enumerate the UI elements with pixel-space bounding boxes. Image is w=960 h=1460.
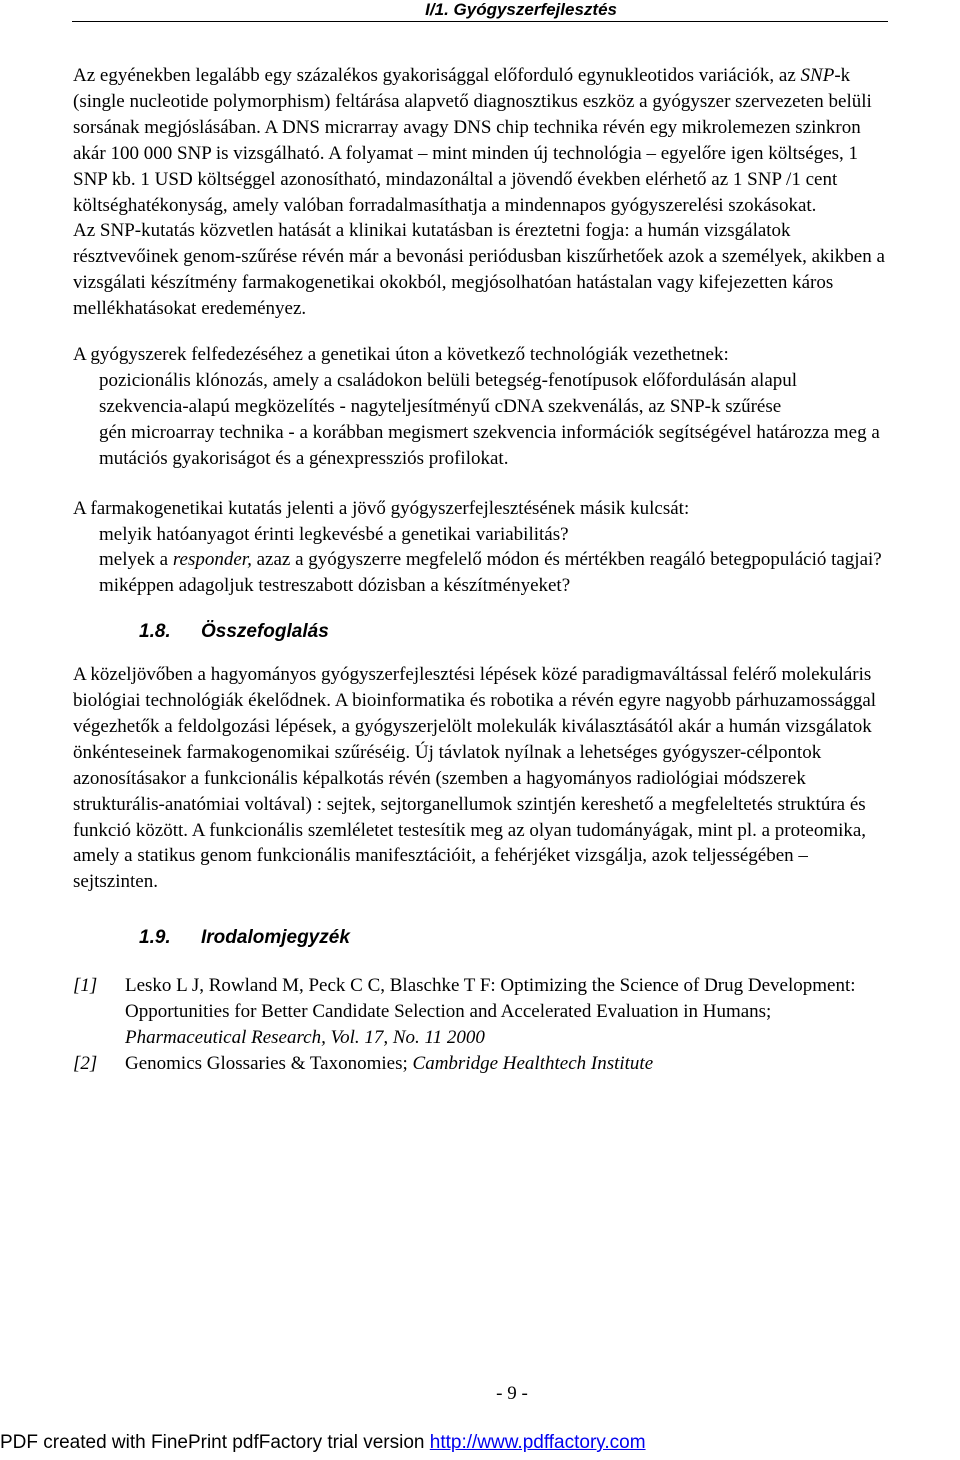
technologies-intro: A gyógyszerek felfedezéséhez a genetikai úton a következő technológiák vezethetnek: <box>73 344 729 366</box>
list-item: miképpen adagoljuk testreszabott dózisban a készítményeket? <box>99 575 571 597</box>
list-item: melyik hatóanyagot érinti legkevésbé a genetikai variabilitás? <box>99 523 569 545</box>
reference-item: [1] Lesko L J, Rowland M, Peck C C, Blaschke T F: Optimizing the Science of Drug Development: Opportunities for Better Candidate Selection and Accelerated Evaluation in Humans; Pharmaceutical Research, Vol. 17, No. 11 2000 <box>73 975 856 1048</box>
pharmacogenetics-intro: A farmakogenetikai kutatás jelenti a jövő gyógyszerfejlesztésének másik kulcsát: <box>73 497 690 519</box>
summary-paragraph: A közeljövőben a hagyományos gyógyszerfejlesztési lépések közé paradigmaváltással felérő molekuláris biológiai technológiák ékelődnek. A bioinformatika és robotika a révén egyre nagyobb párhuzamossággal végezhetők a feldolgozási lépések, a gyógyszerjelölt molekulák kiválasztásától akár a humán vizsgálatok önkénteseinek farmakogenomikai szűréséig. Új távlatok nyílnak a lehetséges gyógyszer-célpontok azonosításakor a funkcionális képalkotás révén (szemben a hagyományos radiológiai módszerek strukturális-anatómiai voltával) : sejtek, sejtorganellumok szintjén kereshető a megfeleltetés struktúra és funkció között. A funkcionális szemléletet testesítik meg az olyan tudományágak, mint pl. a proteomika, amely a statikus genom funkcionális manifesztációit, a fehérjéket vizsgálja, azok teljességében – sejtszinten. <box>73 664 877 893</box>
pdffactory-link[interactable]: http://www.pdffactory.com <box>429 1432 646 1453</box>
section-heading-references: 1.9. Irodalomjegyzék <box>139 927 350 949</box>
list-item: gén microarray technika - a korábban megismert szekvencia információk segítségével határozza meg a mutációs gyakoriságot és a génexpressziós profilokat. <box>99 421 880 469</box>
section-heading-summary: 1.8. Összefoglalás <box>139 621 329 643</box>
reference-item: [2] Genomics Glossaries & Taxonomies; Cambridge Healthtech Institute <box>73 1052 654 1074</box>
reference-list <box>73 973 889 1077</box>
pharmacogenetics-block <box>73 496 889 600</box>
paragraph-snp: Az egyénekben legalább egy százalékos gyakorisággal előforduló egynukleotidos variációk, az SNP-k (single nucleotide polymorphism) feltárása alapvető diagnosztikus eszköz a gyógyszer szervezeten belüli sorsának megjóslásában. A DNS micrarray avagy DNS chip technika révén egy mikrolemezen szinkron akár 100 000 SNP is vizsgálható. A folyamat – mint minden új technológia – egyelőre igen költséges, 1 SNP kb. 1 USD költséggel azonosítható, mindazonáltal a jövendő években elérhető az 1 SNP /1 cent költséghatékonyság, amely valóban forradalmasíthatja a mindennapos gyógyszerelési szokásokat. <box>73 65 872 216</box>
list-item: pozicionális klónozás, amely a családokon belüli betegség-fenotípusok előfordulásán alapul <box>99 369 798 391</box>
header-rule <box>72 21 888 22</box>
header-title: I/1. Gyógyszerfejlesztés <box>425 0 617 19</box>
paragraph-snp-research: Az SNP-kutatás közvetlen hatását a klinikai kutatásban is éreztetni fogja: a humán vizsgálatok résztvevőinek genom-szűrése révén már a bevonási periódusban kiszűrhetőek azok a személyek, akikben a vizsgálati készítmény farmakogenetikai okokból, megjósolhatóan hatástalan vagy kifejezetten káros mellékhatásokat eredeményez. <box>73 220 885 320</box>
technologies-block <box>73 342 889 472</box>
page-content <box>73 63 889 1077</box>
page-header <box>0 0 960 22</box>
list-item: melyek a responder, azaz a gyógyszerre megfelelő módon és mértékben reagáló betegpopuláció tagjai? <box>99 549 882 571</box>
list-item: szekvencia-alapú megközelítés - nagyteljesítményű cDNA szekvenálás, az SNP-k szűrése <box>99 395 782 417</box>
pdf-footer: PDF created with FinePrint pdfFactory trial version http://www.pdffactory.com <box>0 1432 646 1453</box>
page-number: - 9 - <box>496 1383 528 1404</box>
